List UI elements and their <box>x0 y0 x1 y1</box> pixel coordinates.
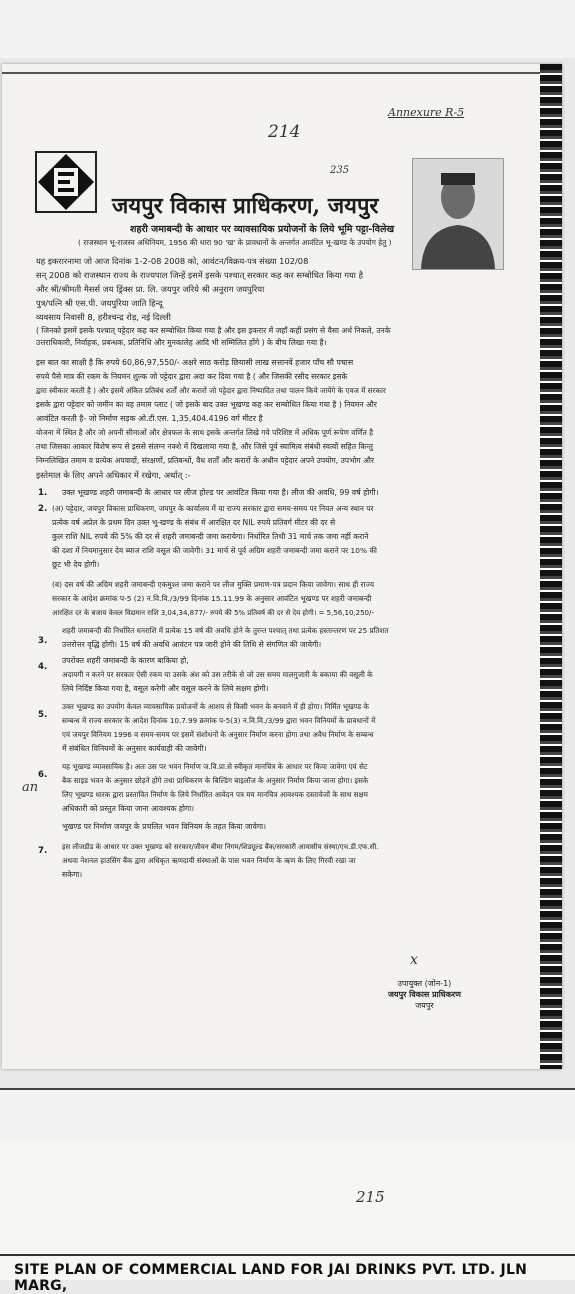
clause-line: एवं जयपुर विनियम 1996 व समय-समय पर इसमें संशोधनों के अनुसार निर्माण करना होगा तथा अवैध निर्माण के सम्बन्ध <box>62 730 374 739</box>
clause-line: में संबंधित विनियमों के अनुसार कार्यवाही की जावेगी। <box>62 744 207 753</box>
clause-number: 2. <box>38 504 48 514</box>
page-subnote: ( राजस्थान भू-राजस्व अधिनियम, 1956 की धारा 90 'ख' के प्रावधानों के अन्तर्गत आवंटित भू-खण्ड के उपयोग हेतु ) <box>78 238 392 247</box>
clause-line: लिये निर्दिष्ट किया गया है, वसूल करेगी और वसूल करने के लिये सक्षम होगी। <box>62 684 269 693</box>
body-line: द्वारा स्वीकार करती है ) और इसमें अंकित प्रतिबंध शर्तों और करारों जो पट्टेदार द्वारा निष्पादित तथा पालन किये जायेंगे के एवज में सरकार <box>36 386 386 395</box>
body-line: यह इकरारनामा जो आज दिनांक 1-2-08 2008 को, आवंटन/विक्रय-पत्र संख्या 102/08 <box>36 256 309 266</box>
signatory-block <box>388 978 461 1011</box>
clause-line: सम्बन्ध में राज्य सरकार के आदेश दिनांक 10.7.99 क्रमांक प-5(3) न.वि.वि./3/99 द्वारा भवन विनियमों के प्रावधानों में <box>62 716 376 725</box>
body-line: योजना में स्थित है और जो अपनी सीमाओं और क्षेत्रफल के साथ इसके अन्तर्गत लिखे गये परिशिष्ट में अधिक पूर्ण रूपेण वर्णित है <box>36 428 374 437</box>
body-line: निम्नलिखित तमाम व प्रत्येक अपवादों, संरक्षणों, प्रतिबन्धों, वैध शर्तों और करारों के अधीन पट्टेदार अपने उपयोग, उपभोग और <box>36 456 374 465</box>
clause-number: 6. <box>38 770 48 780</box>
handwritten-note: 235 <box>330 165 350 176</box>
clause-line: कुल राशि NIL रुपये की 5% की दर से शहरी जमाबन्दी जमा करायेगा। निर्धारित तिथी 31 मार्च तक जमा नहीं कराने <box>52 532 369 541</box>
clause-number: 7. <box>38 846 48 856</box>
clause-line: लिए भूखण्ड धारक द्वारा प्रस्तावित निर्माण के लिये निर्धारित आवेदन पत्र मय मानचित्र आवश्यक दस्तावेजों के साथ सक्षम <box>62 790 368 799</box>
signature-mark: x <box>410 952 418 968</box>
body-line: आवंटित करती है- जो निर्माण सड़क ओ.टी.एस. 1,35,404.4196 वर्ग मीटर है <box>36 414 263 423</box>
body-line: व्यवसाय निवासी 8, हरीश्चन्द्र रोड़, नई दिल्ली <box>36 312 171 322</box>
clause-number: 3. <box>38 636 48 646</box>
clause-line: शहरी जमाबन्दी की निर्धारित धनराशि में प्रत्येक 15 वर्ष की अवधि होने के तुरन्त पश्चात् तथा प्रत्येक हस्तान्तरण पर 25 प्रतिशत <box>62 626 389 635</box>
clause-line: उक्त भूखण्ड शहरी जमाबन्दी के आधार पर लीज होल्ड पर आवंटित किया गया है। लीज की अवधि, 99 वर्ष होगी। <box>62 488 379 497</box>
handwritten-page-number-2: 215 <box>356 1188 385 1206</box>
clause-line: (अ) पट्टेदार, जयपुर विकास प्राधिकरण, जयपुर के कार्यालय में या राज्य सरकार द्वारा समय-समय पर नियत अन्य स्थान पर <box>52 504 374 513</box>
body-line: इस बात का साक्षी है कि रुपये 60,86,97,550/- अक्षरे साठ करोड़ छियासी लाख सत्तानवें हजार पाँच सौ पचास <box>36 358 354 367</box>
clause-line: बैक साइड भवन के अनुसार छोड़ने होंगे तथा प्राधिकरण के बिल्डिंग बाइलॉज के अनुसार निर्माण किया जाना होगा। इसके <box>62 776 369 785</box>
handwritten-page-number: 214 <box>268 122 301 142</box>
body-line: इस्तेमाल के लिए अपने अधिकार में रखेगा, अर्थात् :- <box>36 470 191 480</box>
body-line: रुपये पैसे मात्र की रकम के नियमन शुल्क जो पट्टेदार द्वारा अदा कर दिया गया है ( और जिसकी रसीद सरकार इसके <box>36 372 348 381</box>
clause-line: इस लीजडीड के आधार पर उक्त भूखण्ड को सरकार/जीवन बीमा निगम/शिड्यूल्ड बैंक/सरकारी आवासीय संस्था/एच.डी.एफ.सी. <box>62 843 379 851</box>
top-strip <box>0 0 575 58</box>
next-page <box>0 1140 575 1280</box>
body-line: और श्री/श्रीमती मैसर्स जय ड्रिंक्स प्रा. लि. जयपुर जरिये श्री अनुराग जयपुरिया <box>36 284 265 294</box>
next-page-rule <box>0 1254 575 1256</box>
handwritten-annexure: Annexure R-5 <box>388 106 465 119</box>
signatory-designation: उपायुक्त (जोन-1) <box>397 979 452 988</box>
signatory-city: जयपुर <box>415 1001 434 1010</box>
body-line: सन् 2008 को राजस्थान राज्य के राज्यपाल जिन्हें इसमें इसके पश्चात् सरकार कह कर सम्बोधित किया गया है <box>36 270 363 280</box>
site-plan-title: SITE PLAN OF COMMERCIAL LAND FOR JAI DRINKS PVT. LTD. JLN MARG, <box>14 1262 527 1294</box>
clause-line: भूखण्ड पर निर्माण जयपुर के प्रचलित भवन विनियम के तहत किया जावेगा। <box>62 822 266 831</box>
clause-line: अथवा नेशनल हाउसिंग बैंक द्वारा अधिकृत ऋणदायी संस्थाओं के पास भवन निर्माण के ऋण के लिए गिरवी रखा जा <box>62 856 356 865</box>
clause-line: छूट भी देय होगी। <box>52 560 100 569</box>
clause-number: 1. <box>38 488 48 498</box>
applicant-photo <box>412 158 504 270</box>
clause-number: 4. <box>38 662 48 672</box>
body-line: पुत्र/पत्नि श्री एस.पी. जयपुरिया जाति हिन्दू <box>36 298 163 308</box>
clause-line: प्रत्येक वर्ष अप्रेल के प्रथम दिन उक्त भू-खण्ड के संबंध में आरक्षित दर NIL रुपये प्रतिवर्ग मीटर की दर से <box>52 518 336 527</box>
page-title: जयपुर विकास प्राधिकरण, जयपुर <box>112 193 379 219</box>
clause-line: यह भूखण्ड व्यावसायिक है। अतः उस पर भवन निर्माण ज.वि.प्रा.से स्वीकृत मानचित्र के आधार पर किया जावेगा एवं सेट <box>62 762 368 771</box>
clause-line: अदायगी न करने पर सरकार ऐसी रकम या उसके अंश को उस तरीके से जो उस समय मालगुजारी के बकाया की वसूली के <box>62 670 373 679</box>
clause-line: उपरोक्त शहरी जमाबन्दी के कारण बाकिया हो, <box>62 656 189 665</box>
clause-line: सरकार के आदेश क्रमांक प-5 (2) न.वि.वि./3/99 दिनांक 15.11.99 के अनुसार आवंटित भूखण्ड पर शहरी जमाबन्दी <box>52 594 372 603</box>
clause-line: की दशा में नियमानुसार देय ब्याज राशि वसूल की जावेगी। 31 मार्च से पूर्व अग्रिम शहरी जमाबन्दी जमा कराने पर 10% की <box>52 546 377 555</box>
clause-line: अधिकारी को प्रस्तुत किया जाना आवश्यक होगा। <box>62 804 195 813</box>
clause-line: (ब) दस वर्ष की अग्रिम शहरी जमाबन्दी एकमुश्त जमा कराने पर लीज मुक्ति प्रमाण-पत्र प्रदान किया जावेगा। साथ ही राज्य <box>52 580 374 589</box>
clause-line: उक्त भूखण्ड का उपयोग केवल व्यावसायिक प्रयोजनों के आशय से किसी भवन के बनवाने में ही होगा। निर्मित भूखण्ड के <box>62 702 369 711</box>
body-line: ( जिनको इसमें इसके पश्चात् पट्टेदार कह कर सम्बोधित किया गया है और इस इकरार में जहाँ कहीं प्रसंग से वैसा अर्थ निकले, उनके <box>36 326 391 335</box>
page-separator <box>0 1088 575 1143</box>
clause-number: 5. <box>38 710 48 720</box>
jda-logo-icon <box>34 150 98 214</box>
body-line: तथा जिसका आकार विशेष रूप से इससे संलग्न नक्शे में दिखलाया गया है, और जिसे पूर्व स्वामित्व संबंधी स्वत्वों सहित किन्तु <box>36 442 373 451</box>
page-subtitle: शहरी जमाबन्दी के आधार पर व्यावसायिक प्रयोजनों के लिये भूमि पट्टा-विलेख <box>130 224 395 235</box>
clause-line: उत्तरोत्तर वृद्धि होगी। 15 वर्ष की अवधि आवंटन पत्र जारी होने की तिथि से संगणित की जायेगी। <box>62 640 322 649</box>
scan-edge <box>540 64 562 1069</box>
clause-line: आरक्षित दर के बजाय केवल विद्यमान राशि 3,04,34,877/- रुपये की 5% प्रतिवर्ष की दर से देय होगी। = 5,56,10,250/- <box>52 609 374 617</box>
body-line: इसके द्वारा पट्टेदार को जमीन का वह तमाम प्लाट ( जो इसके बाद उक्त भूखण्ड कह कर सम्बोधित किया गया है ) नियमन और <box>36 400 377 409</box>
handwritten-margin-mark: an <box>22 780 39 795</box>
signatory-authority: जयपुर विकास प्राधिकरण <box>388 990 461 999</box>
body-line: उत्तराधिकारी, निर्वाहक, प्रबन्धक, प्रतिनिधि और मुनकालेह आदि भी सम्मिलित होंगे ) के बीच लिखा गया है। <box>36 338 327 347</box>
clause-line: सकेगा। <box>62 870 83 879</box>
